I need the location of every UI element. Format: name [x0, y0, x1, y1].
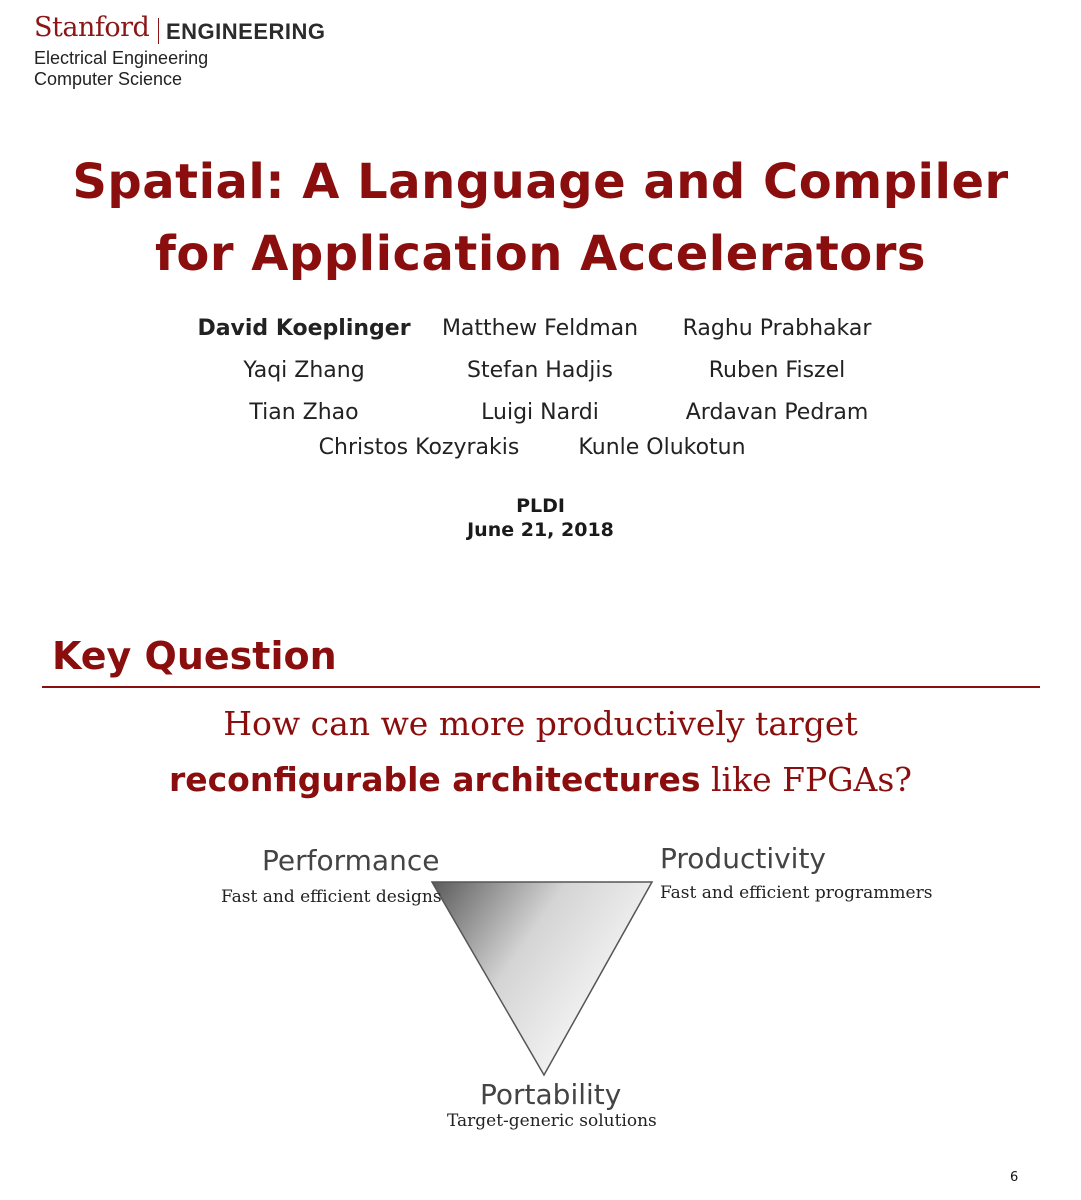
department-cs: Computer Science [34, 69, 183, 89]
paper-title-line1: Spatial: A Language and Compiler [72, 154, 1009, 210]
portability-subtitle: Target-generic solutions [447, 1111, 657, 1131]
question-rest: like FPGAs? [700, 760, 913, 799]
author-name: Christos Kozyrakis [318, 435, 520, 460]
section-title: Key Question [52, 634, 337, 678]
performance-subtitle: Fast and efficient designs [221, 887, 442, 907]
author-name: Kunle Olukotun [578, 435, 746, 460]
stanford-wordmark: Stanford [34, 12, 150, 43]
logo-divider [158, 18, 159, 44]
author-name: Luigi Nardi [481, 400, 599, 425]
conference-name: PLDI [516, 495, 565, 517]
productivity-subtitle: Fast and efficient programmers [660, 883, 933, 903]
department-electrical: Electrical Engineering [34, 48, 209, 68]
section-divider [42, 686, 1040, 688]
author-name: Raghu Prabhakar [682, 316, 872, 341]
question-emphasis: reconfigurable architectures [168, 760, 701, 799]
paper-title-line2: for Application Accelerators [155, 226, 926, 282]
engineering-wordmark: ENGINEERING [166, 19, 326, 44]
author-name: Ardavan Pedram [685, 400, 869, 425]
author-name: Tian Zhao [249, 400, 359, 425]
portability-label: Portability [480, 1078, 622, 1111]
author-name: Ruben Fiszel [708, 358, 846, 383]
author-name: Matthew Feldman [441, 316, 639, 341]
tradeoff-triangle [420, 870, 670, 1085]
question-line2 [0, 760, 1081, 799]
productivity-label: Productivity [660, 842, 826, 875]
performance-label: Performance [262, 844, 440, 877]
author-name: Yaqi Zhang [243, 358, 365, 383]
author-name: David Koeplinger [197, 316, 411, 341]
question-line1: How can we more productively target [223, 704, 858, 743]
author-name: Stefan Hadjis [467, 358, 613, 383]
conference-date: June 21, 2018 [467, 519, 614, 541]
page-number: 6 [1010, 1170, 1019, 1185]
